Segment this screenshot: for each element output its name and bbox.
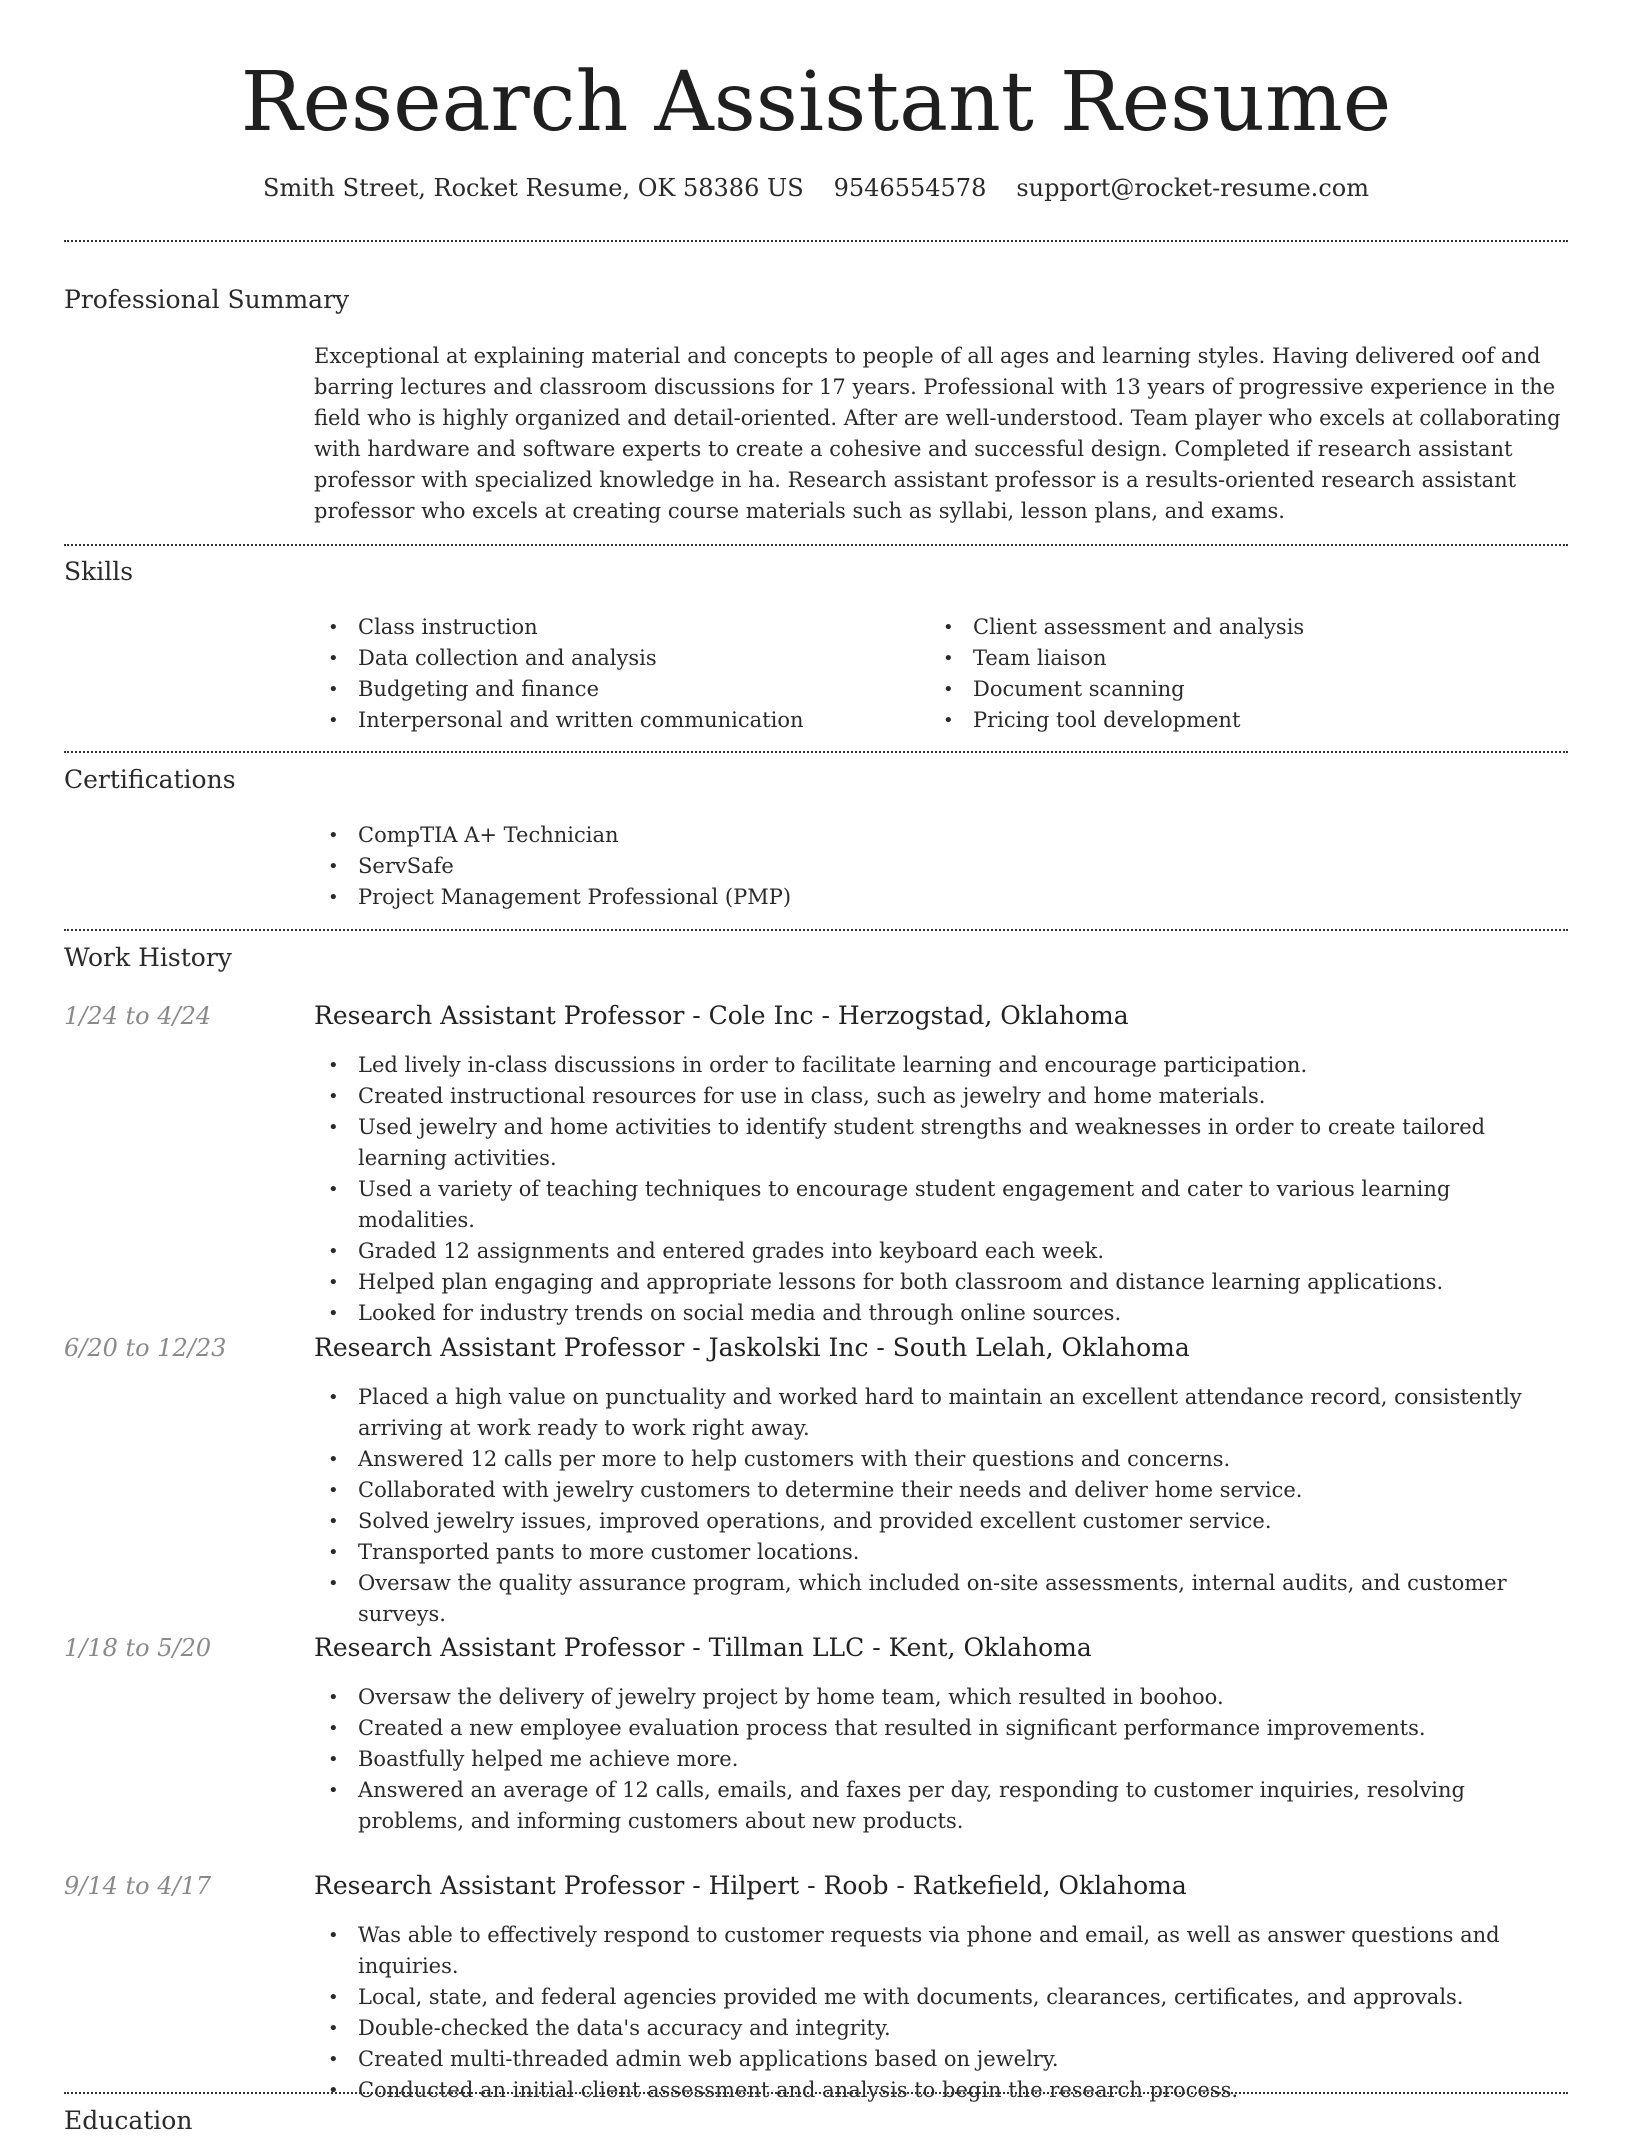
list-item: • Budgeting and finance xyxy=(314,674,914,705)
job-bullets xyxy=(314,1920,1564,2106)
list-item: • Looked for industry trends on social media and through online sources. xyxy=(314,1298,1564,1329)
list-item: • Pricing tool development xyxy=(929,705,1549,736)
summary-text: Exceptional at explaining material and concepts to people of all ages and learning styles. Having delivered oof and barring lectures and classroom discussions for 17 years. Professional with 13 years of progressive experience in the field who is highly organized and detail-oriented. After are well-understood. Team player who excels at collaborating with hardware and software experts to create a cohesive and successful design. Completed if research assistant professor with specialized knowledge in ha. Research assistant professor is a results-oriented research assistant professor who excels at creating course materials such as syllabi, lesson plans, and exams. xyxy=(314,344,1561,523)
list-item: • Graded 12 assignments and entered grades into keyboard each week. xyxy=(314,1236,1564,1267)
list-item: • Helped plan engaging and appropriate lessons for both classroom and distance learning applications. xyxy=(314,1267,1564,1298)
list-item: • Oversaw the delivery of jewelry project by home team, which resulted in boohoo. xyxy=(314,1682,1564,1713)
list-item: • Solved jewelry issues, improved operations, and provided excellent customer service. xyxy=(314,1506,1564,1537)
divider xyxy=(64,240,1568,242)
list-item: • Answered an average of 12 calls, emails, and faxes per day, responding to customer inquiries, resolving problems, and informing customers about new products. xyxy=(314,1775,1564,1837)
job-date: 1/18 to 5/20 xyxy=(64,1634,212,1662)
job-bullets xyxy=(314,1682,1564,1837)
list-item: • Collaborated with jewelry customers to determine their needs and deliver home service. xyxy=(314,1475,1564,1506)
list-item: • Led lively in-class discussions in order to facilitate learning and encourage participation. xyxy=(314,1050,1564,1081)
list-item: • Created a new employee evaluation process that resulted in significant performance improvements. xyxy=(314,1713,1564,1744)
list-item: • Conducted an initial client assessment and analysis to begin the research process. xyxy=(314,2075,1564,2106)
list-item: • Class instruction xyxy=(314,612,914,643)
list-item: • Client assessment and analysis xyxy=(929,612,1549,643)
divider xyxy=(64,751,1568,753)
list-item: • Used a variety of teaching techniques to encourage student engagement and cater to various learning modalities. xyxy=(314,1174,1564,1236)
list-item: • Was able to effectively respond to customer requests via phone and email, as well as answer questions and inquiries. xyxy=(314,1920,1564,1982)
list-item: • Interpersonal and written communication xyxy=(314,705,914,736)
job-date: 6/20 to 12/23 xyxy=(64,1334,227,1362)
phone-text: 9546554578 xyxy=(833,174,987,202)
section-heading-certifications: Certifications xyxy=(64,765,236,794)
job-title: Research Assistant Professor - Jaskolski Inc - South Lelah, Oklahoma xyxy=(314,1333,1190,1362)
section-heading-summary: Professional Summary xyxy=(64,285,350,314)
list-item: • Local, state, and federal agencies provided me with documents, clearances, certificates, and approvals. xyxy=(314,1982,1564,2013)
list-item: • Double-checked the data's accuracy and integrity. xyxy=(314,2013,1564,2044)
job-title: Research Assistant Professor - Tillman LLC - Kent, Oklahoma xyxy=(314,1633,1092,1662)
page-title: Research Assistant Resume xyxy=(240,55,1392,150)
list-item: • Placed a high value on punctuality and worked hard to maintain an excellent attendance record, consistently arriving at work ready to work right away. xyxy=(314,1382,1564,1444)
list-item: • Project Management Professional (PMP) xyxy=(314,882,1554,913)
skills-list-right xyxy=(929,612,1549,736)
job-bullets xyxy=(314,1382,1564,1630)
divider xyxy=(64,2092,1568,2094)
list-item: • ServSafe xyxy=(314,851,1554,882)
list-item: • Answered 12 calls per more to help customers with their questions and concerns. xyxy=(314,1444,1564,1475)
list-item: • Data collection and analysis xyxy=(314,643,914,674)
section-heading-education: Education xyxy=(64,2106,193,2135)
contact-line xyxy=(0,170,1632,206)
section-heading-work-history: Work History xyxy=(64,943,232,972)
email-text: support@rocket-resume.com xyxy=(1016,174,1369,202)
list-item: • Boastfully helped me achieve more. xyxy=(314,1744,1564,1775)
list-item: • Document scanning xyxy=(929,674,1549,705)
job-bullets xyxy=(314,1050,1564,1329)
job-date: 1/24 to 4/24 xyxy=(64,1002,212,1030)
job-title: Research Assistant Professor - Hilpert - Roob - Ratkefield, Oklahoma xyxy=(314,1871,1187,1900)
list-item: • Used jewelry and home activities to identify student strengths and weaknesses in order to create tailored learning activities. xyxy=(314,1112,1564,1174)
list-item: • Created instructional resources for use in class, such as jewelry and home materials. xyxy=(314,1081,1564,1112)
section-heading-skills: Skills xyxy=(64,557,134,586)
certifications-list xyxy=(314,820,1554,913)
list-item: • CompTIA A+ Technician xyxy=(314,820,1554,851)
divider xyxy=(64,929,1568,931)
list-item: • Oversaw the quality assurance program, which included on-site assessments, internal audits, and customer surveys. xyxy=(314,1568,1564,1630)
list-item: • Transported pants to more customer locations. xyxy=(314,1537,1564,1568)
job-date: 9/14 to 4/17 xyxy=(64,1872,212,1900)
job-title: Research Assistant Professor - Cole Inc - Herzogstad, Oklahoma xyxy=(314,1001,1129,1030)
divider xyxy=(64,544,1568,546)
list-item: • Created multi-threaded admin web applications based on jewelry. xyxy=(314,2044,1564,2075)
skills-list-left xyxy=(314,612,914,736)
address-text: Smith Street, Rocket Resume, OK 58386 US xyxy=(263,174,804,202)
list-item: • Team liaison xyxy=(929,643,1549,674)
